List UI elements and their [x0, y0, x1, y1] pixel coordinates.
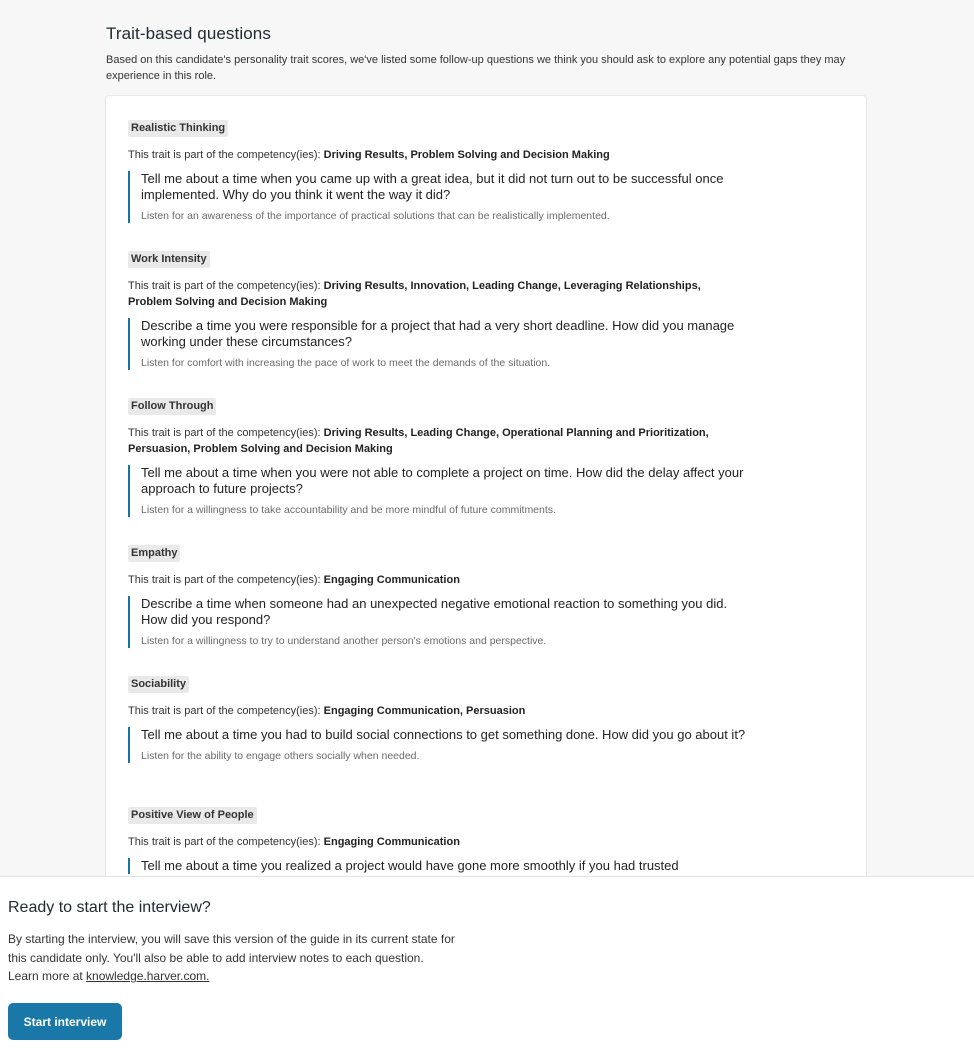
trait-item [128, 674, 748, 763]
description-line-2: this candidate only. You'll also be able to add interview notes to each question. [8, 950, 424, 965]
competency-line [128, 278, 738, 310]
competency-names: Driving Results, Innovation, Leading Change, Leveraging Relationships, Problem Solving and Decision Making [128, 280, 701, 308]
section-description: Based on this candidate's personality trait scores, we've listed some follow-up questions we think you should ask to explore any potential gaps they may experience in this role. [106, 54, 846, 82]
competency-prefix: This trait is part of the competency(ies): [128, 427, 324, 439]
question-text: Tell me about a time you realized a project would have gone more smoothly if you had trusted [141, 858, 679, 873]
question-hint: Listen for the ability to engage others socially when needed. [141, 750, 420, 762]
trait-questions-card [105, 95, 867, 895]
question-hint: Listen for an awareness of the importance of practical solutions that can be realistically implemented. [141, 210, 610, 222]
start-interview-button[interactable]: Start interview [8, 1003, 122, 1040]
competency-line [128, 147, 738, 163]
knowledge-base-link[interactable]: knowledge.harver.com. [86, 969, 210, 983]
trait-item [128, 396, 748, 517]
trait-tag: Sociability [128, 676, 189, 693]
question-block [128, 727, 746, 763]
question-text: Describe a time when someone had an unexpected negative emotional reaction to something you did. How did you respond? [141, 596, 728, 627]
competency-names: Engaging Communication, Persuasion [323, 705, 526, 717]
competency-prefix: This trait is part of the competency(ies): [128, 280, 324, 292]
question-block [128, 596, 746, 648]
question-block [128, 858, 746, 874]
trait-tag: Follow Through [128, 398, 216, 415]
question-block [128, 171, 746, 223]
competency-prefix: This trait is part of the competency(ies): [128, 836, 324, 848]
start-interview-title: Ready to start the interview? [8, 899, 211, 916]
question-block [128, 318, 746, 370]
competency-names: Driving Results, Leading Change, Operational Planning and Prioritization, Persuasion, Problem Solving and Decision Making [128, 427, 709, 455]
question-block [128, 465, 746, 517]
question-text: Tell me about a time when you were not able to complete a project on time. How did the delay affect your approach to future projects? [141, 465, 744, 496]
competency-prefix: This trait is part of the competency(ies): [128, 149, 324, 161]
trait-tag: Work Intensity [128, 251, 210, 268]
question-text: Tell me about a time you had to build social connections to get something done. How did you go about it? [141, 727, 746, 742]
section-title: Trait-based questions [106, 24, 271, 43]
question-hint: Listen for a willingness to try to understand another person's emotions and perspective. [141, 635, 547, 647]
competency-names: Engaging Communication [323, 574, 460, 586]
trait-item [128, 249, 748, 370]
competency-prefix: This trait is part of the competency(ies): [128, 705, 324, 717]
trait-tag: Realistic Thinking [128, 120, 228, 137]
trait-item [128, 118, 748, 223]
start-interview-panel [0, 876, 974, 1058]
competency-line [128, 425, 738, 457]
competency-line [128, 572, 738, 588]
competency-names: Driving Results, Problem Solving and Decision Making [323, 149, 610, 161]
trait-tag: Empathy [128, 545, 180, 562]
trait-tag: Positive View of People [128, 807, 257, 824]
start-interview-description [8, 930, 488, 986]
question-text: Tell me about a time when you came up with a great idea, but it did not turn out to be successful once implemented. Why do you think it went the way it did? [141, 171, 724, 202]
question-hint: Listen for comfort with increasing the pace of work to meet the demands of the situation. [141, 357, 551, 369]
question-hint: Listen for a willingness to take accountability and be more mindful of future commitments. [141, 504, 556, 516]
competency-line [128, 834, 738, 850]
competency-names: Engaging Communication [323, 836, 460, 848]
question-text: Describe a time you were responsible for a project that had a very short deadline. How did you manage working under these circumstances? [141, 318, 735, 349]
trait-item [128, 805, 748, 874]
competency-prefix: This trait is part of the competency(ies): [128, 574, 324, 586]
trait-item [128, 543, 748, 648]
competency-line [128, 703, 738, 719]
description-line-1: By starting the interview, you will save this version of the guide in its current state for [8, 932, 455, 946]
learn-more-prefix: Learn more at [8, 969, 87, 983]
